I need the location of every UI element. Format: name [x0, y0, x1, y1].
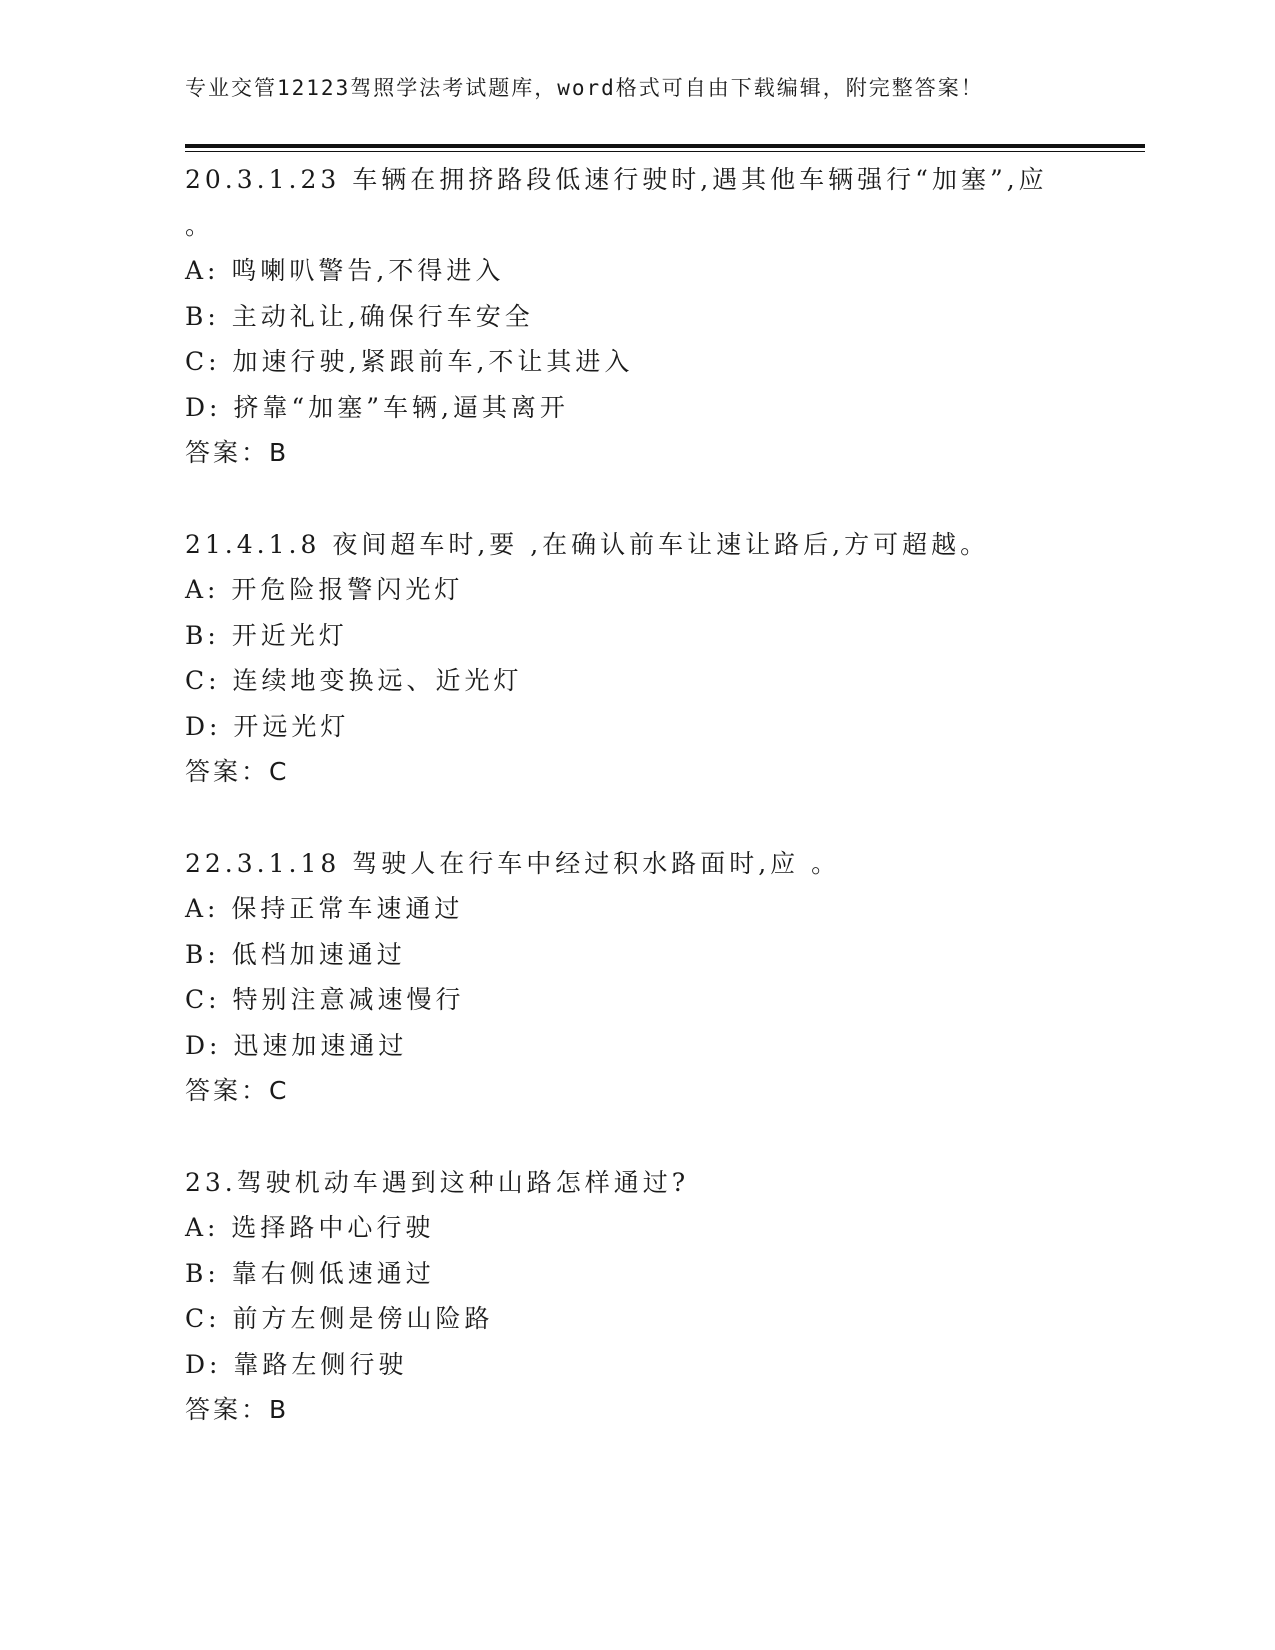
document-header: 专业交管12123驾照学法考试题库，word格式可自由下载编辑，附完整答案！: [185, 76, 984, 100]
header-rule-thick: [185, 144, 1145, 148]
question-spacer: [185, 795, 1085, 841]
question-spacer: [185, 476, 1085, 522]
question-stem: 23.驾驶机动车遇到这种山路怎样通过?: [185, 1167, 690, 1197]
option-a: A: 鸣喇叭警告,不得进入: [185, 256, 505, 285]
option-b: B: 开近光灯: [185, 620, 348, 650]
question-stem: 21.4.1.8 夜间超车时,要 ,在确认前车让速让路后,方可超越。: [185, 529, 990, 559]
answer-line: 答案：B: [185, 1395, 290, 1424]
question-stem: 20.3.1.23 车辆在拥挤路段低速行驶时,遇其他车辆强行“加塞”,应: [185, 165, 1048, 194]
option-a: A: 保持正常车速通过: [185, 894, 464, 923]
option-d: D: 靠路左侧行驶: [185, 1349, 408, 1379]
option-c: C: 前方左侧是傍山险路: [185, 1304, 494, 1333]
option-b: B: 低档加速通过: [185, 939, 406, 969]
option-c: C: 连续地变换远、近光灯: [185, 666, 523, 695]
question-spacer: [185, 1114, 1085, 1160]
header-rule-thin: [185, 151, 1145, 152]
option-d: D: 迅速加速通过: [185, 1030, 408, 1060]
option-c: C: 加速行驶,紧跟前车,不让其进入: [185, 347, 634, 376]
question-list: [185, 157, 1085, 1433]
answer-line: 答案：C: [185, 757, 290, 786]
option-c: C: 特别注意减速慢行: [185, 985, 465, 1014]
option-b: B: 靠右侧低速通过: [185, 1258, 435, 1288]
answer-line: 答案：C: [185, 1076, 290, 1105]
answer-line: 答案：B: [185, 438, 290, 467]
option-a: A: 选择路中心行驶: [185, 1213, 435, 1242]
question-stem: 22.3.1.18 驾驶人在行车中经过积水路面时,应 。: [185, 848, 841, 878]
question-stem-continuation: 。: [185, 210, 215, 240]
option-b: B: 主动礼让,确保行车安全: [185, 301, 534, 331]
question-22: [185, 841, 1085, 1114]
question-20: [185, 157, 1085, 476]
option-d: D: 开远光灯: [185, 711, 350, 741]
option-d: D: 挤靠“加塞”车辆,逼其离开: [185, 392, 569, 422]
question-23: [185, 1160, 1085, 1433]
question-21: [185, 522, 1085, 795]
option-a: A: 开危险报警闪光灯: [185, 575, 464, 604]
